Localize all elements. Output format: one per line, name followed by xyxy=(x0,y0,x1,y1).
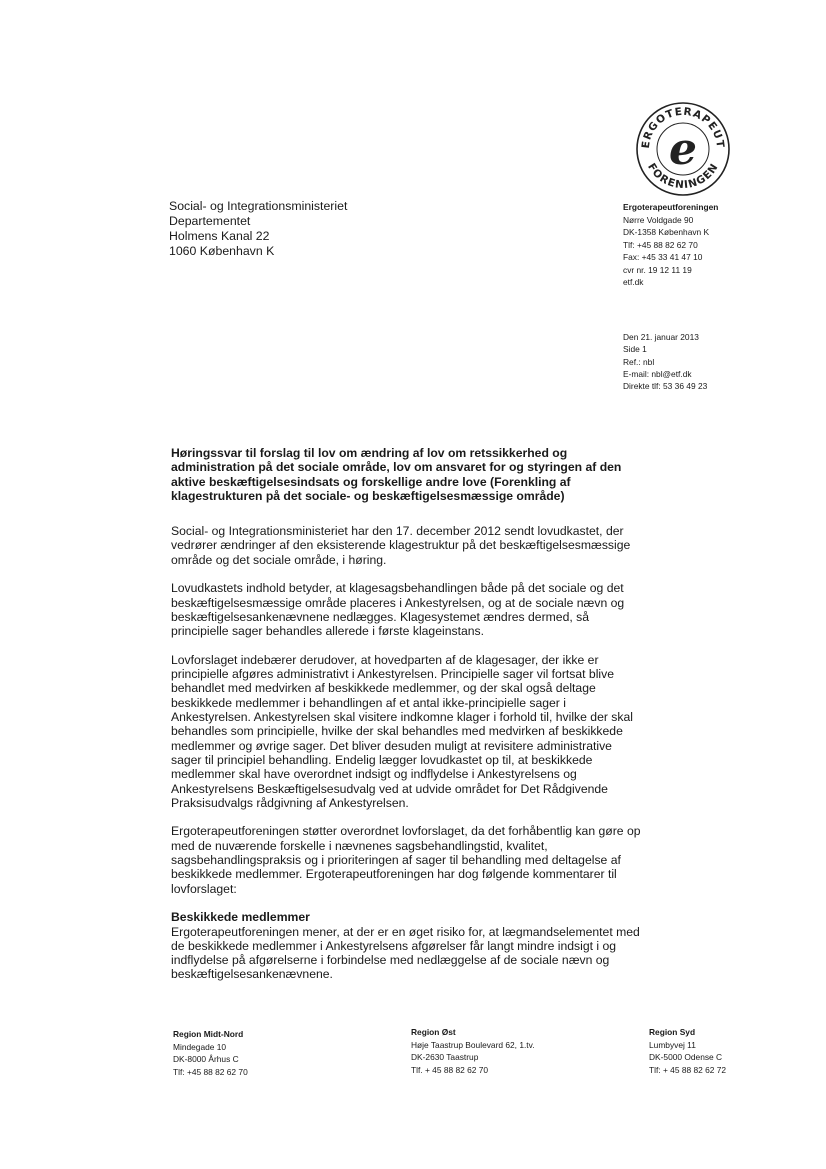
region-line: Lumbyvej 11 xyxy=(649,1039,696,1050)
region-line: DK-5000 Odense C xyxy=(649,1052,723,1062)
letter-date: Den 21. januar 2013 xyxy=(623,332,699,342)
region-name: Region Midt-Nord xyxy=(173,1029,244,1039)
region-midt-nord xyxy=(173,1028,248,1078)
section-heading: Beskikkede medlemmer xyxy=(171,910,310,925)
recipient-line: Social- og Integrationsministeriet xyxy=(169,199,348,213)
region-line: DK-2630 Taastrup xyxy=(411,1052,479,1062)
sender-address xyxy=(623,201,718,289)
letter-meta xyxy=(623,331,707,392)
direct-phone: Direkte tlf: 53 36 49 23 xyxy=(623,381,708,392)
body-paragraph: Lovforslaget indebærer derudover, at hovedparten af de klagesager, der ikke er principielle afgøres administrativt i Ankestyrelsen. Principielle sager vil fortsat blive behandlet med medvirken af beskikkede medlemmer, og der skal også deltage beskikkede medlemmer i behandlingen af et antal ikke-principielle sager i Ankestyrelsen. Ankestyrelsen skal visitere indkomne klager i forhold til, hvilke der skal behandles som principielle, hvilke der skal behandles med medvirken af beskikkede medlemmer og øvrige sager. Det bliver desuden muligt at revisitere administrative sager til principiel behandling. Endelig lægger lovudkastet op til, at beskikkede medlemmer skal have overordnet indsigt og indflydelse i Ankestyrelsens og Ankestyrelsens Beskæftigelsesudvalg ved at udvide området for Det Rådgivende Praksisudvalgs rådgivning af Ankestyrelsen. xyxy=(171,652,633,810)
sender-line: DK-1358 København K xyxy=(623,227,710,237)
region-syd xyxy=(649,1026,726,1076)
recipient-line: 1060 København K xyxy=(169,244,275,258)
region-line: Mindegade 10 xyxy=(173,1041,227,1052)
region-line: Høje Taastrup Boulevard 62, 1.tv. xyxy=(411,1039,535,1050)
recipient-line: Holmens Kanal 22 xyxy=(169,229,270,243)
body-paragraph: Ergoterapeutforeningen støtter overordnet lovforslaget, da det forhåbentlig kan gøre op med de nuværende forskelle i nævnenes sagsbehandlingstid, kvalitet, sagsbehandlingspraksis og i prioriteringen af sager til behandling med deltagelse af beskikkede medlemmer. Ergoterapeutforeningen har dog følgende kommentarer til lovforslaget: xyxy=(171,824,641,896)
region-oest xyxy=(411,1026,535,1076)
region-line: Tlf. + 45 88 82 62 70 xyxy=(411,1064,489,1075)
recipient-line: Departementet xyxy=(169,214,251,228)
section-paragraph: Ergoterapeutforeningen mener, at der er en øget risiko for, at lægmandselementet med de beskikkede medlemmer i Ankestyrelsens afgørelser får langt mindre indsigt i og indflydelse på afgørelserne i forbindelse med nedlæggelse af de sociale nævn og beskæftigelsesankenævnene. xyxy=(171,924,640,982)
sender-name: Ergoterapeutforeningen xyxy=(623,202,719,212)
letter-title: Høringssvar til forslag til lov om ændring af lov om retssikkerhed og administration på det sociale område, lov om ansvaret for og styringen af den aktive beskæftigelsesindsats og forskellige andre love (Forenkling af klagestrukturen på det sociale- og beskæftigelsesmæssige område) xyxy=(171,446,622,503)
region-name: Region Øst xyxy=(411,1027,456,1037)
sender-line: Nørre Voldgade 90 xyxy=(623,214,694,225)
region-line: Tlf: + 45 88 82 62 72 xyxy=(649,1064,727,1075)
body-paragraph: Social- og Integrationsministeriet har den 17. december 2012 sendt lovudkastet, der vedrører ændringer af den eksisterende klagestruktur på det beskæftigelsesmæssige område og det sociale område, i høring. xyxy=(171,524,631,567)
page-number: Side 1 xyxy=(623,344,647,355)
svg-text:FORENINGEN: FORENINGEN xyxy=(645,161,721,192)
sender-fax: Fax: +45 33 41 47 10 xyxy=(623,252,703,262)
svg-text:e: e xyxy=(669,124,697,175)
ergoterapeutforeningen-logo xyxy=(632,98,734,200)
sender-website: etf.dk xyxy=(623,277,644,287)
sender-phone: Tlf: +45 88 82 62 70 xyxy=(623,239,698,250)
contact-email: E-mail: nbl@etf.dk xyxy=(623,368,692,379)
body-paragraph: Lovudkastets indhold betyder, at klagesagsbehandlingen både på det sociale og det beskæftigelsesmæssige område placeres i Ankestyrelsen, og at de sociale nævn og beskæftigelsesankenævnene nedlægges. Klagesystemet ændres dermed, så principielle sager behandles allerede i første klageinstans. xyxy=(171,581,625,639)
region-line: Tlf: +45 88 82 62 70 xyxy=(173,1066,248,1077)
letter-body xyxy=(171,446,641,996)
svg-text:ERGOTERAPEUT: ERGOTERAPEUT xyxy=(639,105,727,150)
region-line: DK-8000 Århus C xyxy=(173,1054,239,1064)
recipient-address xyxy=(169,199,347,259)
sender-cvr: cvr nr. 19 12 11 19 xyxy=(623,264,692,275)
region-name: Region Syd xyxy=(649,1027,696,1037)
reference: Ref.: nbl xyxy=(623,356,655,367)
